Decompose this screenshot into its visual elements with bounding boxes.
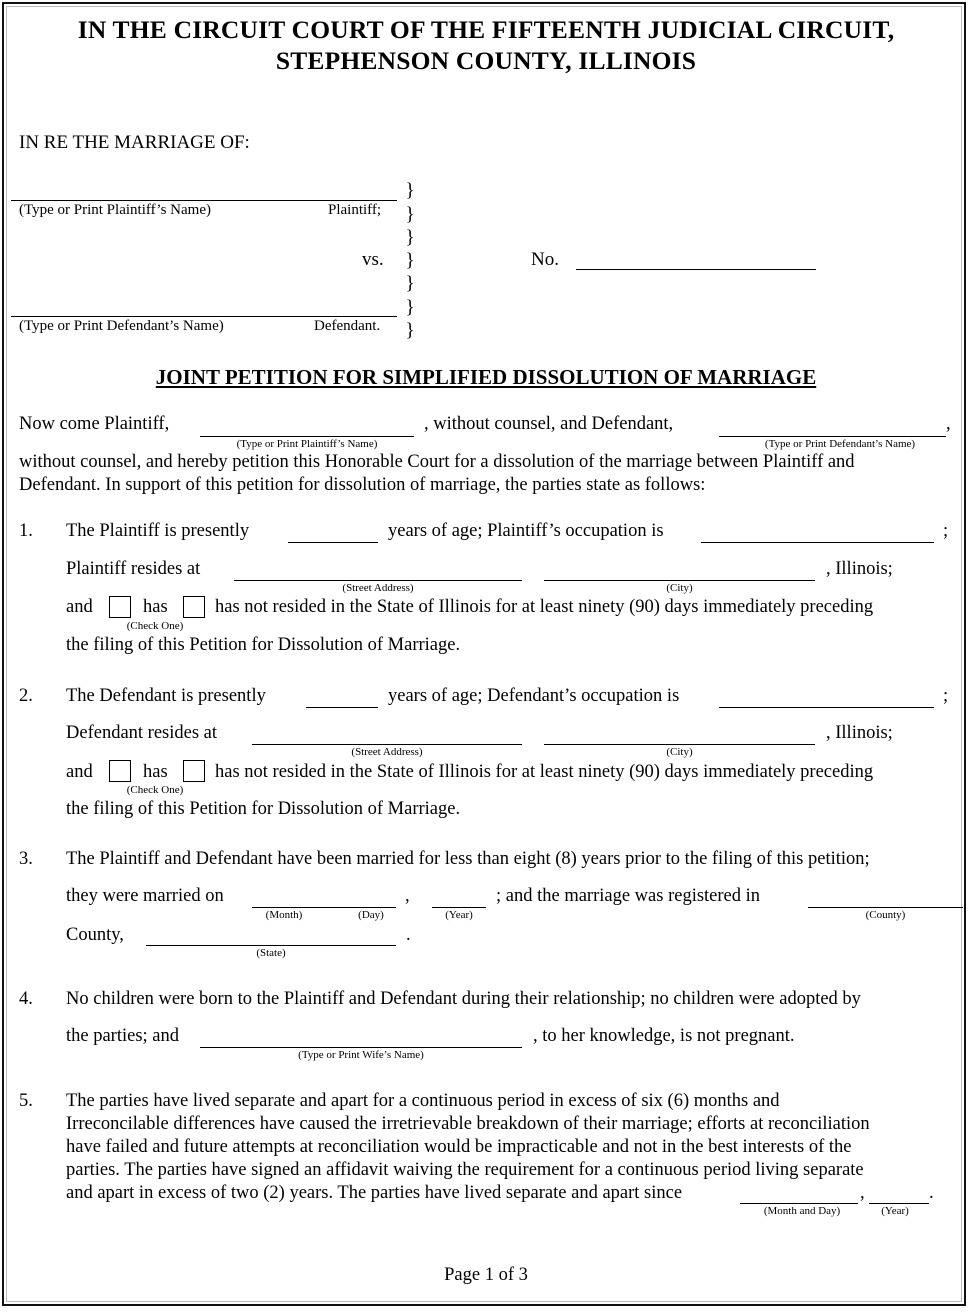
item2-filing: the filing of this Petition for Dissolution of Marriage. [66,799,461,819]
item3-registered: ; and the marriage was registered in [496,886,761,906]
item1-number: 1. [19,521,33,541]
caption-brace: } [405,180,415,201]
item2-presently: The Defendant is presently [66,686,266,706]
marriage-day-hint: (Day) [358,909,384,921]
marriage-month-hint: (Month) [265,909,303,921]
separation-month-day-field[interactable] [740,1203,858,1204]
item2-resides: Defendant resides at [66,723,218,743]
intro-plaintiff-name-field[interactable] [200,436,414,437]
marriage-county-hint: (County) [865,909,906,921]
wife-name-hint: (Type or Print Wife’s Name) [298,1049,424,1061]
marriage-state-hint: (State) [256,947,286,959]
item4-parties-and: the parties; and [66,1026,180,1046]
intro-without-counsel: , without counsel, and Defendant, [424,414,674,434]
item2-not-resided: has not resided in the State of Illinois for at least ninety (90) days immediately preceding [215,762,874,782]
case-number-field[interactable] [576,269,816,270]
vs-label: vs. [362,249,384,270]
separation-year-field[interactable] [869,1203,929,1204]
plaintiff-role-label: Plaintiff; [328,202,382,218]
item3-line1: The Plaintiff and Defendant have been married for less than eight (8) years prior to the filing of this petition; [66,849,870,869]
item5-comma: , [860,1183,865,1203]
page-number: Page 1 of 3 [444,1265,528,1285]
caption-brace: } [405,320,415,341]
item3-number: 3. [19,849,33,869]
item5-line2: Irreconcilable differences have caused the irretrievable breakdown of their marriage; efforts at reconciliation [66,1114,870,1134]
separation-month-day-hint: (Month and Day) [763,1205,841,1217]
item1-has: has [143,597,168,617]
plaintiff-age-field[interactable] [288,542,378,543]
form-title: JOINT PETITION FOR SIMPLIFIED DISSOLUTION OF MARRIAGE [155,365,817,389]
caption-brace: } [405,273,415,294]
plaintiff-street-hint: (Street Address) [342,582,414,594]
defendant-role-label: Defendant. [314,318,381,334]
plaintiff-occupation-field[interactable] [701,542,934,543]
defendant-name-hint: (Type or Print Defendant’s Name) [19,318,224,334]
intro-comma: , [946,414,951,434]
item3-comma: , [405,886,410,906]
item5-number: 5. [19,1091,33,1111]
caption-brace: } [405,204,415,225]
intro-now-come: Now come Plaintiff, [19,414,170,434]
marriage-month-day-field[interactable] [252,907,396,908]
item3-county-label: County, [66,925,124,945]
marriage-year-hint: (Year) [445,909,473,921]
item4-knowledge: , to her knowledge, is not pregnant. [533,1026,795,1046]
item3-period: . [406,925,411,945]
intro-defendant-name-field[interactable] [719,436,946,437]
plaintiff-city-field[interactable] [544,580,815,581]
caption-brace: } [405,227,415,248]
item2-number: 2. [19,686,33,706]
item1-illinois: , Illinois; [826,559,893,579]
item2-illinois: , Illinois; [826,723,893,743]
item5-line4: parties. The parties have signed an affidavit waiving the requirement for a continuous period living separate [66,1160,864,1180]
item1-and: and [66,597,93,617]
item5-line5: and apart in excess of two (2) years. The parties have lived separate and apart since [66,1183,683,1203]
court-heading-line1: IN THE CIRCUIT COURT OF THE FIFTEENTH JUDICIAL CIRCUIT, [77,15,895,44]
item4-number: 4. [19,989,33,1009]
item5-period: . [929,1183,934,1203]
defendant-street-hint: (Street Address) [351,746,423,758]
plaintiff-has-checkbox[interactable] [183,596,205,618]
intro-line3: Defendant. In support of this petition for dissolution of marriage, the parties state as follows: [19,475,706,495]
plaintiff-name-hint: (Type or Print Plaintiff’s Name) [19,202,211,218]
defendant-city-field[interactable] [544,744,815,745]
plaintiff-city-hint: (City) [666,582,693,594]
defendant-has-not-checkbox[interactable] [109,760,131,782]
defendant-has-checkbox[interactable] [183,760,205,782]
marriage-county-field[interactable] [808,907,963,908]
item1-check-one-hint: (Check One) [126,620,184,632]
marriage-state-field[interactable] [146,945,396,946]
item1-age-occupation: years of age; Plaintiff’s occupation is [388,521,664,541]
intro-line2: without counsel, and hereby petition this Honorable Court for a dissolution of the marriage between Plaintiff and [19,452,855,472]
case-number-label: No. [531,249,559,270]
defendant-occupation-field[interactable] [719,707,934,708]
plaintiff-name-field[interactable] [11,200,397,201]
defendant-street-field[interactable] [252,744,522,745]
defendant-city-hint: (City) [666,746,693,758]
plaintiff-has-not-checkbox[interactable] [109,596,131,618]
intro-defendant-hint: (Type or Print Defendant’s Name) [764,438,916,450]
item5-line1: The parties have lived separate and apart for a continuous period in excess of six (6) months and [66,1091,780,1111]
item2-check-one-hint: (Check One) [126,784,184,796]
item5-line3: have failed and future attempts at reconciliation would be impracticable and not in the best interests of the [66,1137,852,1157]
separation-year-hint: (Year) [881,1205,909,1217]
intro-plaintiff-hint: (Type or Print Plaintiff’s Name) [236,438,378,450]
item1-filing: the filing of this Petition for Dissolution of Marriage. [66,635,461,655]
caption-brace: } [405,250,415,271]
in-re-label: IN RE THE MARRIAGE OF: [19,132,250,153]
item2-semicolon: ; [943,686,949,706]
defendant-age-field[interactable] [306,707,378,708]
marriage-year-field[interactable] [432,907,486,908]
caption-brace: } [405,297,415,318]
plaintiff-street-field[interactable] [234,580,522,581]
court-heading-line2: STEPHENSON COUNTY, ILLINOIS [275,46,697,75]
item1-presently: The Plaintiff is presently [66,521,250,541]
item2-age-occupation: years of age; Defendant’s occupation is [388,686,680,706]
defendant-name-field[interactable] [11,316,397,317]
item2-and: and [66,762,93,782]
item2-has: has [143,762,168,782]
item1-resides: Plaintiff resides at [66,559,201,579]
wife-name-field[interactable] [200,1047,522,1048]
item4-line1: No children were born to the Plaintiff and Defendant during their relationship; no children were adopted by [66,989,861,1009]
item1-not-resided: has not resided in the State of Illinois for at least ninety (90) days immediately preceding [215,597,874,617]
item3-married-on: they were married on [66,886,224,906]
item1-semicolon: ; [943,521,949,541]
